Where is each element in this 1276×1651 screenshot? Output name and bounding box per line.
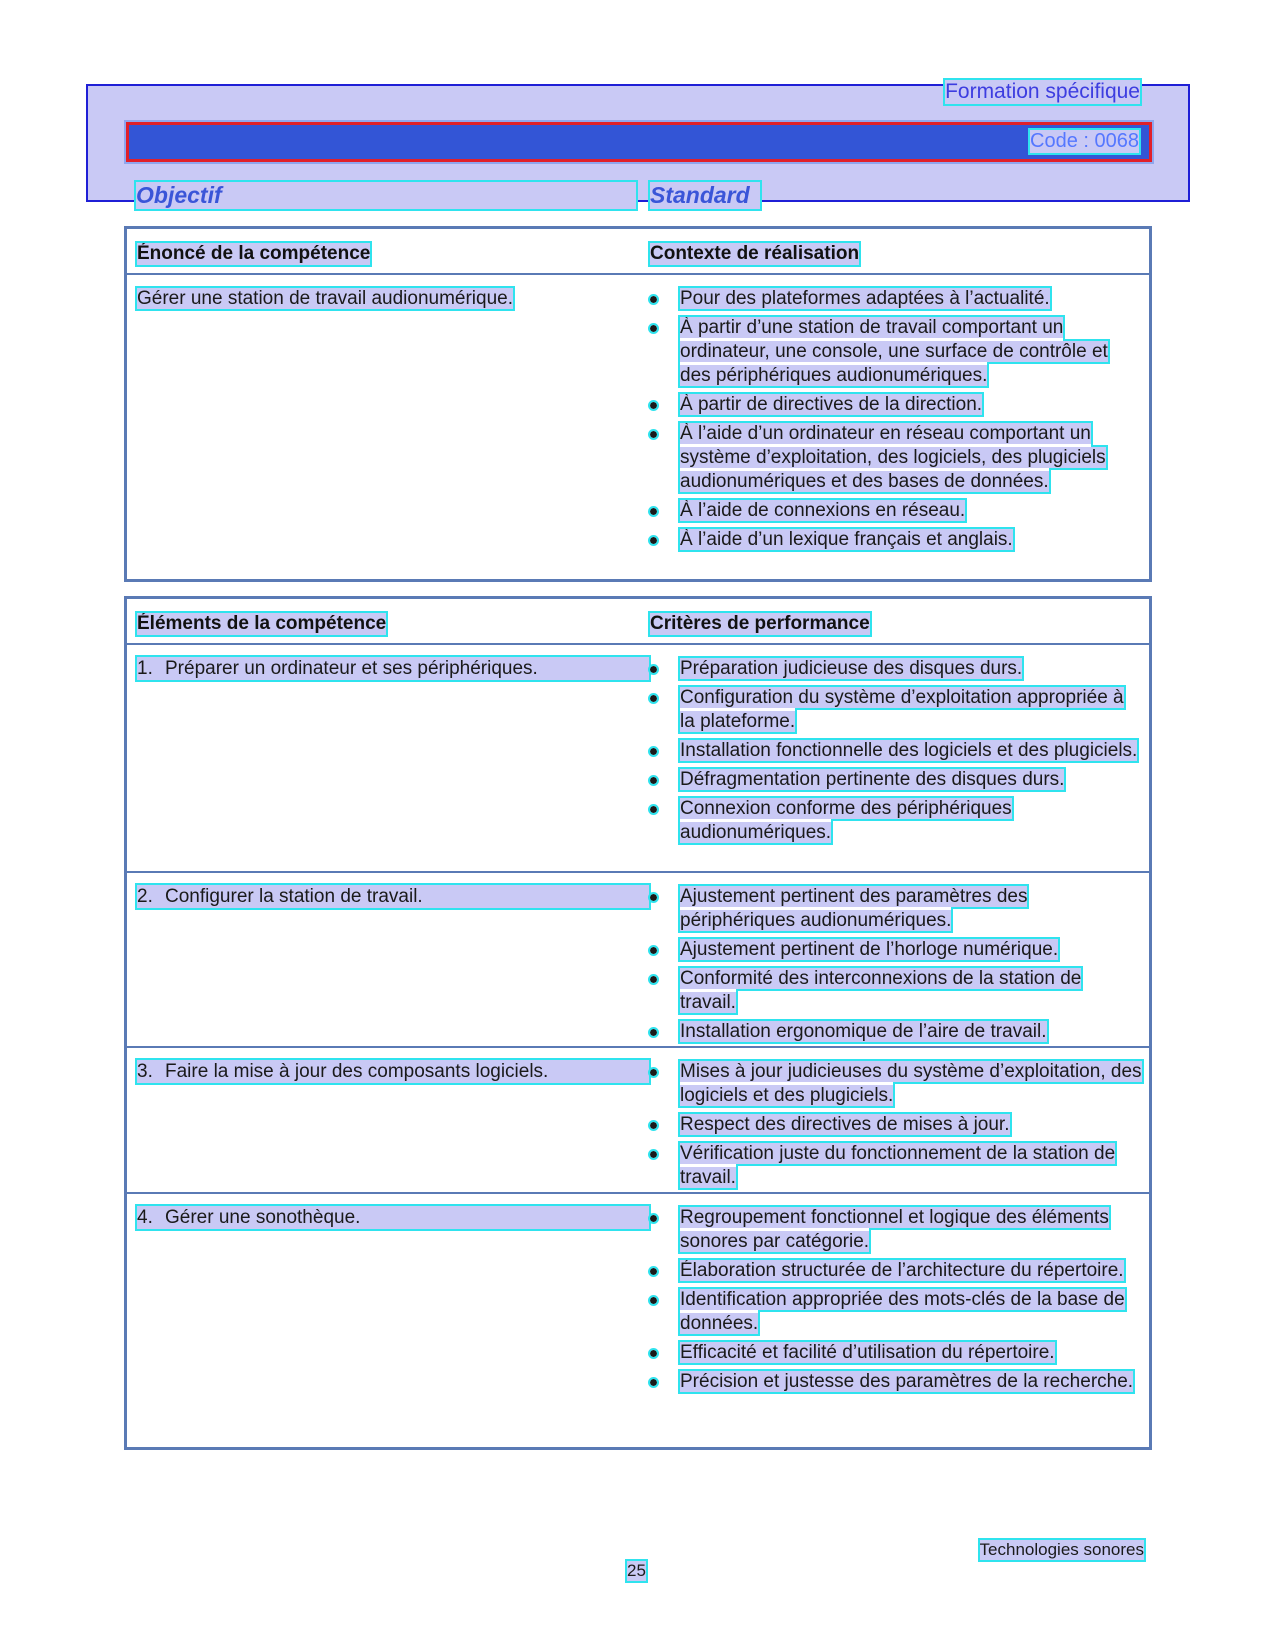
list-item xyxy=(650,1142,1142,1190)
row-divider xyxy=(127,871,1149,873)
list-item xyxy=(650,938,1142,962)
bullet-icon xyxy=(650,777,657,784)
competence-statement: Gérer une station de travail audionumérique. xyxy=(137,288,514,309)
code-bar xyxy=(126,122,1152,162)
list-item xyxy=(650,657,1142,681)
criterion-text: Élaboration structurée de l’architecture du répertoire. xyxy=(680,1260,1124,1281)
elements-heading: Éléments de la compétence xyxy=(137,613,387,634)
bullet-icon xyxy=(650,695,657,702)
list-item xyxy=(650,1206,1142,1254)
formation-label: Formation spécifique xyxy=(945,80,1140,103)
list-item xyxy=(650,1020,1142,1044)
criterion-text: Configuration du système d’exploitation appropriée à la plateforme. xyxy=(680,687,1124,732)
row-divider xyxy=(127,1192,1149,1194)
criterion-text: Installation ergonomique de l’aire de travail. xyxy=(680,1021,1047,1042)
criterion-text: Connexion conforme des périphériques audionumériques. xyxy=(680,798,1012,843)
context-item-text: À l’aide d’un lexique français et anglais. xyxy=(680,529,1013,550)
list-item xyxy=(650,316,1142,388)
heading-divider xyxy=(127,273,1149,275)
bullet-icon xyxy=(650,296,657,303)
standard-label: Standard xyxy=(650,182,760,209)
list-item xyxy=(650,422,1142,494)
footer-title: Technologies sonores xyxy=(979,1540,1144,1559)
bullet-icon xyxy=(650,1350,657,1357)
list-item xyxy=(650,686,1142,734)
heading-divider xyxy=(127,643,1149,645)
criterion-text: Défragmentation pertinente des disques durs. xyxy=(680,769,1065,790)
criterion-text: Regroupement fonctionnel et logique des éléments sonores par catégorie. xyxy=(680,1207,1109,1252)
criterion-text: Conformité des interconnexions de la station de travail. xyxy=(680,968,1082,1013)
list-item xyxy=(650,499,1142,523)
criterion-text: Ajustement pertinent de l’horloge numérique. xyxy=(680,939,1059,960)
criteria-list xyxy=(650,885,1142,1049)
bullet-icon xyxy=(650,666,657,673)
list-item xyxy=(650,768,1142,792)
list-item xyxy=(650,739,1142,763)
element-text: Préparer un ordinateur et ses périphériques. xyxy=(165,658,538,679)
element-text: Configurer la station de travail. xyxy=(165,886,423,907)
criteria-list xyxy=(650,1206,1142,1399)
element-number: 4. xyxy=(137,1207,153,1228)
criteria-list xyxy=(650,657,1142,850)
bullet-icon xyxy=(650,894,657,901)
elements-box xyxy=(124,596,1152,1450)
context-item-text: Pour des plateformes adaptées à l’actualité. xyxy=(680,288,1050,309)
bullet-icon xyxy=(650,1029,657,1036)
bullet-icon xyxy=(650,1122,657,1129)
list-item xyxy=(650,1288,1142,1336)
bullet-icon xyxy=(650,1379,657,1386)
bullet-icon xyxy=(650,1151,657,1158)
criterion-text: Ajustement pertinent des paramètres des périphériques audionumériques. xyxy=(680,886,1028,931)
list-item xyxy=(650,1060,1142,1108)
list-item xyxy=(650,528,1142,552)
list-item xyxy=(650,1341,1142,1365)
criterion-text: Mises à jour judicieuses du système d’exploitation, des logiciels et des plugiciels. xyxy=(680,1061,1142,1106)
bullet-icon xyxy=(650,431,657,438)
criterion-text: Installation fonctionnelle des logiciels et des plugiciels. xyxy=(680,740,1138,761)
code-label: Code : 0068 xyxy=(1030,130,1139,152)
criterion-text: Respect des directives de mises à jour. xyxy=(680,1114,1010,1135)
bullet-icon xyxy=(650,325,657,332)
list-item xyxy=(650,1259,1142,1283)
criteres-heading: Critères de performance xyxy=(650,613,870,634)
bullet-icon xyxy=(650,748,657,755)
bullet-icon xyxy=(650,947,657,954)
criterion-text: Précision et justesse des paramètres de la recherche. xyxy=(680,1371,1134,1392)
competence-box xyxy=(124,226,1152,582)
context-item-text: À l’aide de connexions en réseau. xyxy=(680,500,966,521)
bullet-icon xyxy=(650,1069,657,1076)
bullet-icon xyxy=(650,402,657,409)
page-number: 25 xyxy=(627,1561,646,1580)
objectif-label: Objectif xyxy=(136,182,636,209)
context-item-text: À partir d’une station de travail comportant un ordinateur, une console, une surface de contrôle et des périphériques audionumériques. xyxy=(680,317,1108,386)
criterion-text: Préparation judicieuse des disques durs. xyxy=(680,658,1023,679)
contexte-heading: Contexte de réalisation xyxy=(650,243,860,264)
enonce-heading: Énoncé de la compétence xyxy=(137,243,371,264)
criteria-list xyxy=(650,1060,1142,1195)
header-panel xyxy=(86,80,1190,208)
context-list xyxy=(650,287,1142,557)
row-divider xyxy=(127,1046,1149,1048)
list-item xyxy=(650,885,1142,933)
criterion-text: Vérification juste du fonctionnement de la station de travail. xyxy=(680,1143,1116,1188)
element-text: Faire la mise à jour des composants logiciels. xyxy=(165,1061,549,1082)
bullet-icon xyxy=(650,537,657,544)
element-text: Gérer une sonothèque. xyxy=(165,1207,361,1228)
list-item xyxy=(650,1370,1142,1394)
bullet-icon xyxy=(650,508,657,515)
list-item xyxy=(650,287,1142,311)
element-number: 3. xyxy=(137,1061,153,1082)
context-item-text: À partir de directives de la direction. xyxy=(680,394,983,415)
bullet-icon xyxy=(650,1268,657,1275)
bullet-icon xyxy=(650,1297,657,1304)
bullet-icon xyxy=(650,806,657,813)
list-item xyxy=(650,797,1142,845)
context-item-text: À l’aide d’un ordinateur en réseau comportant un système d’exploitation, des logiciels, des plugiciels audionumériques et des bases de données. xyxy=(680,423,1106,492)
list-item xyxy=(650,393,1142,417)
bullet-icon xyxy=(650,1215,657,1222)
criterion-text: Efficacité et facilité d’utilisation du répertoire. xyxy=(680,1342,1055,1363)
bullet-icon xyxy=(650,976,657,983)
list-item xyxy=(650,967,1142,1015)
element-number: 1. xyxy=(137,658,153,679)
list-item xyxy=(650,1113,1142,1137)
criterion-text: Identification appropriée des mots-clés de la base de données. xyxy=(680,1289,1125,1334)
element-number: 2. xyxy=(137,886,153,907)
